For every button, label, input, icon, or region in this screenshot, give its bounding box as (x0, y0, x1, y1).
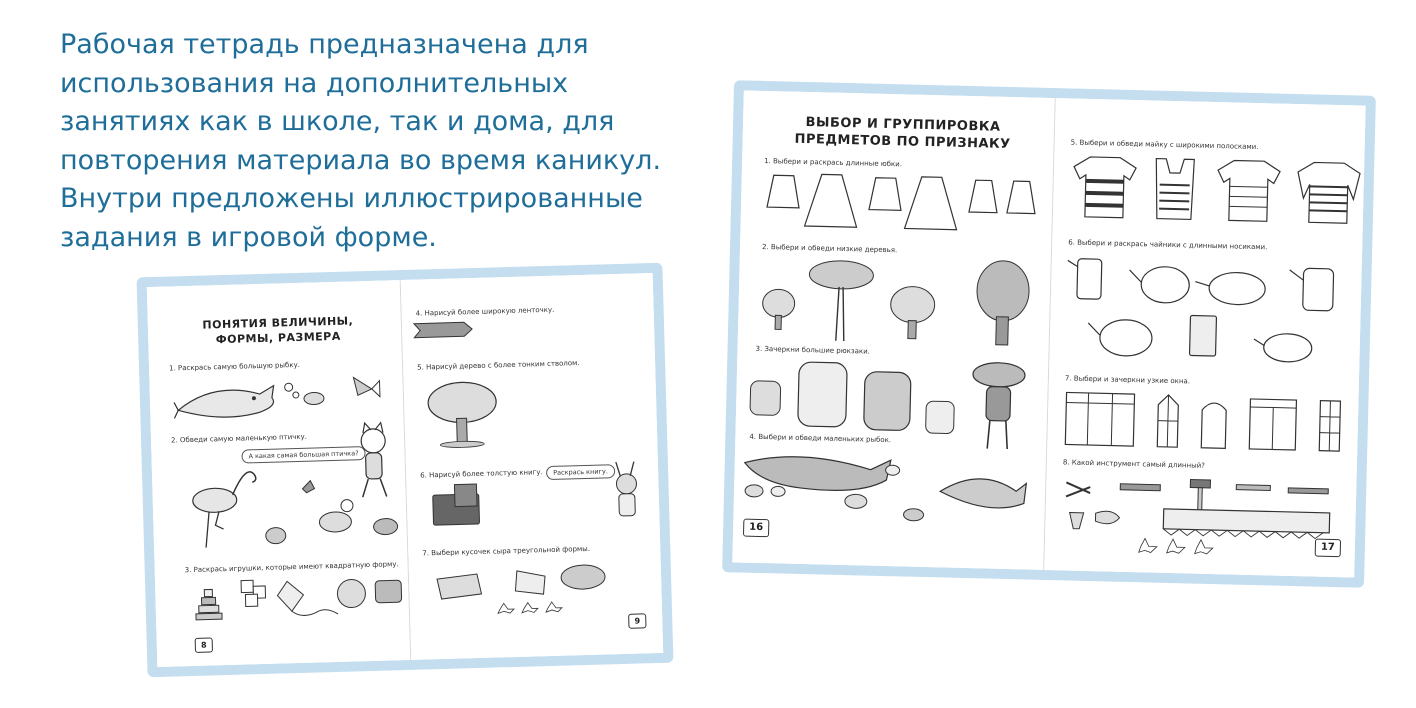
fish-illustrations (173, 369, 384, 427)
task-2: 2. Выбери и обведи низкие деревья. (761, 242, 898, 255)
task-4: 4. Нарисуй более широкую ленточку. (415, 305, 555, 318)
title-line: ПРЕДМЕТОВ ПО ПРИЗНАКУ (794, 131, 1011, 153)
page-number: 17 (1315, 539, 1341, 558)
task-7: 7. Выбери кусочек сыра треугольной формы. (422, 544, 591, 558)
speech-bubble: Раскрась книгу. (546, 464, 615, 480)
task-5: 5. Выбери и обведи майку с широкими полосками. (1070, 138, 1259, 152)
page-title (782, 113, 1023, 153)
task-5: 5. Нарисуй дерево с более тонким стволом. (417, 359, 580, 372)
title-line: ВЫБОР И ГРУППИРОВКА (805, 114, 1001, 135)
title-line: ПОНЯТИЯ ВЕЛИЧИНЫ, (202, 314, 354, 332)
book-paper (147, 273, 663, 667)
task-6: 6. Нарисуй более толстую книгу. (420, 468, 543, 480)
teapots-illustration (1065, 250, 1358, 371)
trees-illustration (756, 251, 1048, 350)
intro-line: задания в игровой форме. (60, 221, 437, 253)
task-3: 3. Зачеркни большие рюкзаки. (755, 344, 871, 356)
page-8 (147, 280, 411, 667)
title-line: ФОРМЫ, РАЗМЕРА (215, 329, 341, 347)
book-paper (732, 90, 1365, 577)
ribbon-illustration (414, 320, 474, 340)
task-2: 2. Обведи самую маленькую птичку. (170, 432, 308, 445)
page-17 (1044, 98, 1365, 577)
book-and-bunny-illustration (430, 469, 652, 535)
task-6: 6. Выбери и раскрась чайники с длинными носиками. (1068, 238, 1268, 252)
intro-line: повторения материала во время каникул. (60, 144, 662, 176)
tools-illustration (1059, 472, 1351, 565)
tree-illustration (423, 377, 505, 449)
cheese-illustration (433, 560, 614, 615)
page-16 (732, 90, 1054, 569)
page-title (178, 313, 379, 349)
shirts-illustration (1069, 152, 1361, 229)
birds-and-cat-illustration (170, 420, 402, 556)
page-number: 8 (195, 637, 213, 652)
windows-illustration (1061, 388, 1352, 455)
workbook-spread-8-9 (147, 273, 663, 667)
page-number: 16 (743, 519, 769, 538)
task-1: 1. Выбери и раскрась длинные юбки. (764, 156, 903, 169)
intro-line: Внутри предложены иллюстрированные (60, 183, 643, 214)
task-8: 8. Какой инструмент самый длинный? (1062, 458, 1206, 470)
page-number: 9 (628, 613, 646, 628)
task-3: 3. Раскрась игрушки, которые имеют квадратную форму. (184, 560, 399, 575)
toys-illustration (191, 570, 402, 626)
fish-illustration (739, 447, 1031, 534)
skirts-illustration (764, 171, 1045, 238)
page-9 (401, 273, 664, 660)
intro-line: использования на дополнительных (60, 67, 569, 99)
intro-line: Рабочая тетрадь предназначена для (60, 29, 589, 60)
speech-bubble: А какая самая большая птичка? (241, 446, 365, 463)
intro-text (60, 26, 740, 257)
task-7: 7. Выбери и зачеркни узкие окна. (1064, 374, 1191, 386)
intro-line: занятиях как в школе, так и дома, для (60, 106, 615, 137)
task-1: 1. Раскрась самую большую рыбку. (168, 360, 300, 373)
workbook-spread-16-17 (732, 90, 1365, 577)
task-4: 4. Выбери и обведи маленьких рыбок. (749, 432, 892, 445)
